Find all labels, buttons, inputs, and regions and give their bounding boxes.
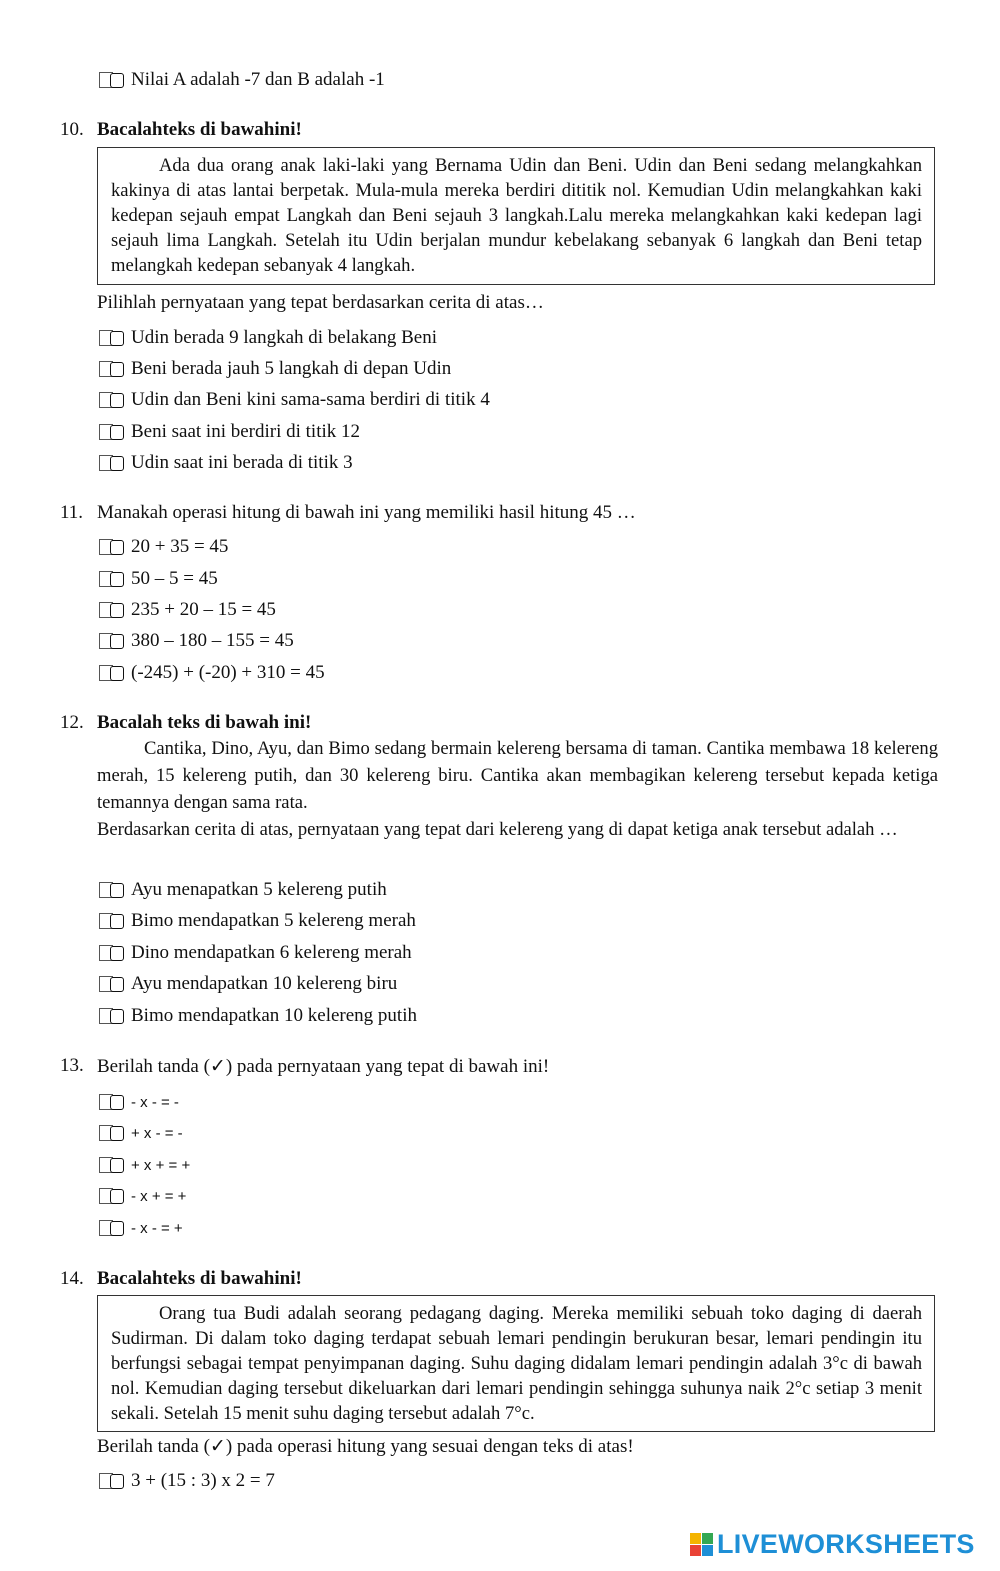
option-label: - x + = + [131, 1187, 187, 1205]
option-label: 3 + (15 : 3) x 2 = 7 [131, 1470, 275, 1491]
question-number: 12. [60, 712, 84, 733]
logo-text: LIVEWORKSHEETS [717, 1528, 975, 1559]
option-label: Ayu menapatkan 5 kelereng putih [131, 879, 387, 900]
option-label: - x - = + [131, 1219, 183, 1237]
option-checkbox-row[interactable] [97, 388, 490, 412]
question-number: 11. [60, 502, 84, 523]
checkbox-icon[interactable] [97, 1186, 129, 1206]
option-checkbox-row[interactable] [97, 1216, 183, 1240]
passage-text: Cantika, Dino, Ayu, dan Bimo sedang bermain kelereng bersama di taman. Cantika membawa 18 kelereng merah, 15 kelereng putih, dan 30 kelereng biru. Cantika akan membagikan kelereng tersebut kepada ketiga temannya dengan sama rata. [97, 738, 938, 813]
option-label: Nilai A adalah -7 dan B adalah -1 [131, 69, 385, 90]
option-checkbox-row[interactable] [97, 567, 218, 591]
question-number: 13. [60, 1055, 84, 1076]
option-label: Dino mendapatkan 6 kelereng merah [131, 942, 412, 963]
option-checkbox-row[interactable] [97, 941, 412, 965]
checkbox-icon[interactable] [97, 1218, 129, 1238]
option-label: 380 – 180 – 155 = 45 [131, 630, 294, 651]
question-title: Bacalah teks di bawah ini! [97, 712, 312, 733]
option-checkbox-row[interactable] [97, 1004, 417, 1028]
checkbox-icon[interactable] [97, 569, 129, 589]
option-checkbox-row[interactable] [97, 1153, 190, 1177]
option-checkbox-row[interactable] [97, 661, 325, 685]
checkbox-icon[interactable] [97, 422, 129, 442]
reading-passage [97, 735, 938, 843]
option-checkbox-row[interactable] [97, 68, 385, 92]
logo-square [702, 1533, 713, 1544]
option-label: Beni saat ini berdiri di titik 12 [131, 421, 361, 442]
reading-passage-box [97, 147, 935, 285]
option-checkbox-row[interactable] [97, 629, 294, 653]
passage-text: Ada dua orang anak laki-laki yang Bernama Udin dan Beni. Udin dan Beni sedang melangkahkan kakinya di atas lantai berpetak. Mula-mula mereka berdiri dititik nol. Kemudian Udin melangkahkan kaki kedepan sejauh empat Langkah dan Beni sejauh 3 langkah.Lalu mereka melangkahkan kaki kedepan lagi sejauh lima Langkah. Setelah itu Udin berjalan mundur kebelakang sebanyak 6 langkah dan Beni tetap melangkah kedepan sebanyak 4 langkah. [111, 155, 922, 276]
checkbox-icon[interactable] [97, 1092, 129, 1112]
question-prompt: Pilihlah pernyataan yang tepat berdasarkan cerita di atas… [97, 292, 544, 313]
option-checkbox-row[interactable] [97, 1121, 183, 1145]
option-checkbox-row[interactable] [97, 357, 451, 381]
question-title: Bacalahteks di bawahini! [97, 1268, 302, 1289]
option-label: Udin dan Beni kini sama-sama berdiri di titik 4 [131, 389, 490, 410]
checkbox-icon[interactable] [97, 600, 129, 620]
checkbox-icon[interactable] [97, 943, 129, 963]
liveworksheets-logo [690, 1527, 975, 1561]
option-checkbox-row[interactable] [97, 535, 228, 559]
logo-square [702, 1545, 713, 1556]
option-label: 20 + 35 = 45 [131, 536, 229, 557]
option-label: Bimo mendapatkan 5 kelereng merah [131, 910, 416, 931]
checkbox-icon[interactable] [97, 390, 129, 410]
checkbox-icon[interactable] [97, 631, 129, 651]
question-number: 10. [60, 119, 84, 140]
option-checkbox-row[interactable] [97, 1469, 275, 1493]
option-checkbox-row[interactable] [97, 909, 416, 933]
option-label: + x - = - [131, 1124, 183, 1142]
checkbox-icon[interactable] [97, 911, 129, 931]
option-label: (-245) + (-20) + 310 = 45 [131, 662, 325, 683]
option-checkbox-row[interactable] [97, 451, 353, 475]
checkbox-icon[interactable] [97, 663, 129, 683]
option-checkbox-row[interactable] [97, 1184, 186, 1208]
option-label: Beni berada jauh 5 langkah di depan Udin [131, 358, 452, 379]
reading-passage-box [97, 1295, 935, 1432]
option-label: Udin berada 9 langkah di belakang Beni [131, 327, 438, 348]
question-prompt: Berilah tanda (✓) pada operasi hitung yang sesuai dengan teks di atas! [97, 1436, 634, 1457]
checkbox-icon[interactable] [97, 537, 129, 557]
question-text: Manakah operasi hitung di bawah ini yang memiliki hasil hitung 45 … [97, 502, 636, 523]
option-label: + x + = + [131, 1156, 191, 1174]
question-number: 14. [60, 1268, 84, 1289]
checkbox-icon[interactable] [97, 974, 129, 994]
option-label: 50 – 5 = 45 [131, 568, 218, 589]
logo-mark-icon [690, 1533, 713, 1556]
checkbox-icon[interactable] [97, 1006, 129, 1026]
checkbox-icon[interactable] [97, 1155, 129, 1175]
passage-text: Orang tua Budi adalah seorang pedagang daging. Mereka memiliki sebuah toko daging di daerah Sudirman. Di dalam toko daging terdapat sebuah lemari pendingin berukuran besar, lemari pendingin itu berfungsi sebagai tempat penyimpanan daging. Suhu daging didalam lemari pendingin adalah 3°c di bawah nol. Kemudian daging tersebut dikeluarkan dari lemari pendingin sehingga suhunya naik 2°c setiap 3 menit sekali. Setelah 15 menit suhu daging tersebut adalah 7°c. [111, 1303, 922, 1424]
option-label: Bimo mendapatkan 10 kelereng putih [131, 1005, 417, 1026]
option-label: Udin saat ini berada di titik 3 [131, 452, 353, 473]
checkbox-icon[interactable] [97, 880, 129, 900]
question-title: Bacalahteks di bawahini! [97, 119, 302, 140]
question-text: Berilah tanda (✓) pada pernyataan yang tepat di bawah ini! [97, 1056, 550, 1077]
option-checkbox-row[interactable] [97, 420, 360, 444]
option-checkbox-row[interactable] [97, 878, 387, 902]
option-label: 235 + 20 – 15 = 45 [131, 599, 276, 620]
option-label: Ayu mendapatkan 10 kelereng biru [131, 973, 398, 994]
option-checkbox-row[interactable] [97, 1090, 179, 1114]
checkbox-icon[interactable] [97, 70, 129, 90]
logo-square [690, 1545, 701, 1556]
logo-square [690, 1533, 701, 1544]
option-checkbox-row[interactable] [97, 598, 276, 622]
question-prompt: Berdasarkan cerita di atas, pernyataan yang tepat dari kelereng yang di dapat ketiga anak tersebut adalah … [97, 819, 898, 840]
option-checkbox-row[interactable] [97, 326, 437, 350]
option-label: - x - = - [131, 1093, 179, 1111]
checkbox-icon[interactable] [97, 1123, 129, 1143]
option-checkbox-row[interactable] [97, 972, 397, 996]
checkbox-icon[interactable] [97, 1471, 129, 1491]
checkbox-icon[interactable] [97, 453, 129, 473]
checkbox-icon[interactable] [97, 328, 129, 348]
checkbox-icon[interactable] [97, 359, 129, 379]
